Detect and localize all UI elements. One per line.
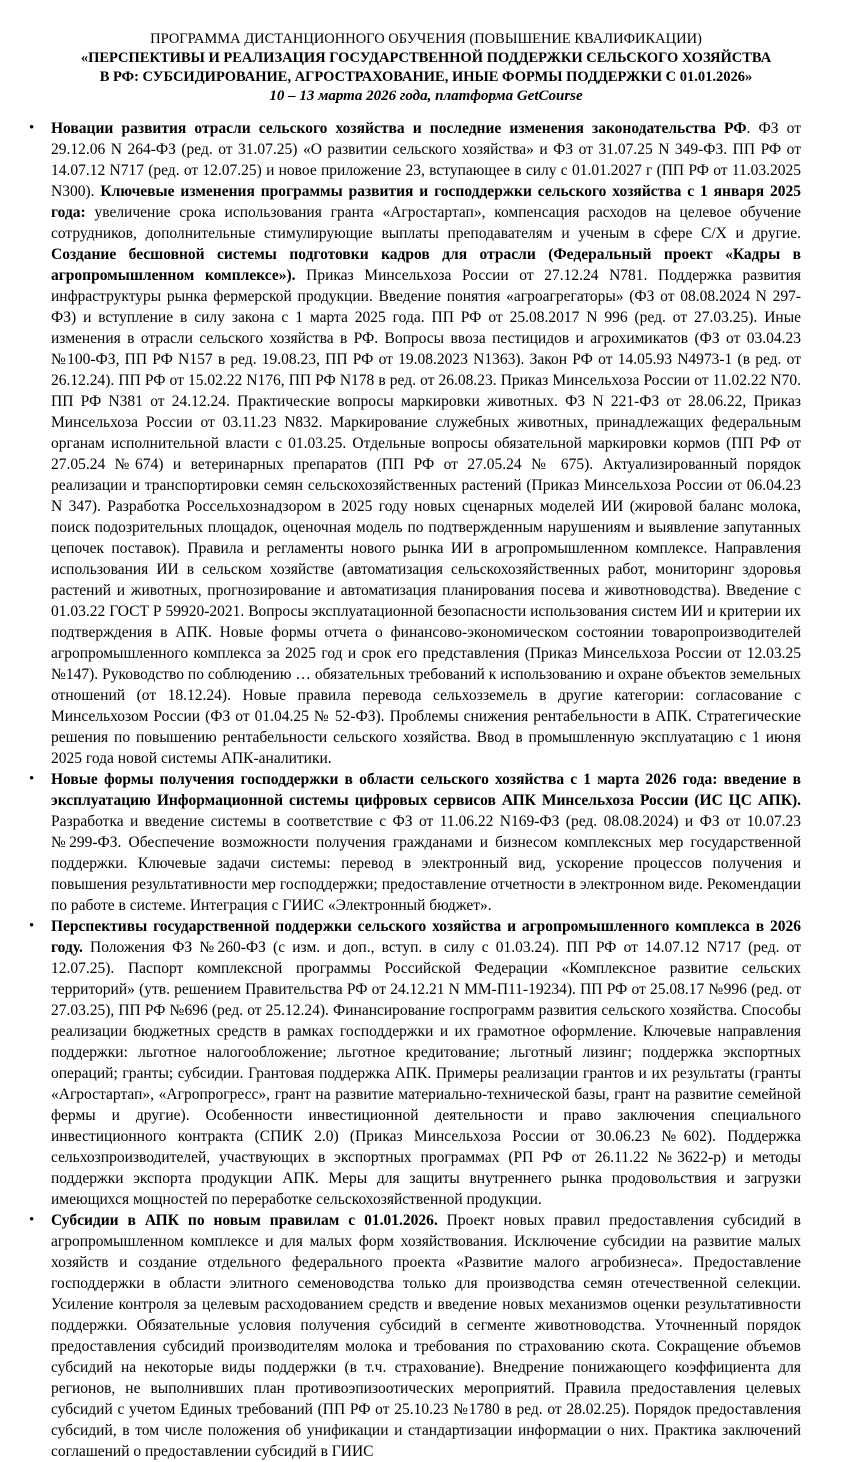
bullet-marker-icon: • <box>29 771 35 787</box>
bullet-body-text: Разработка и введение системы в соответствие с ФЗ от 11.06.22 N169-ФЗ (ред. 08.08.2024) и ФЗ от 10.07.23 №299-ФЗ. Обеспечение возможности получения гражданами и бизнесом комплексных мер государственной поддержки. Ключевые задачи системы: перевод в электронный вид, ускорение процессов получения и повышения результативности мер господдержки; предоставление отчетности в электронном виде. Рекомендации по работе в системе. Интеграция с ГИИС «Электронный бюджет». <box>51 813 801 914</box>
bullet-lead-bold-text: Новации развития отрасли сельского хозяйства и последние изменения законодательства РФ <box>51 120 747 137</box>
title-line-course-name-1: «ПЕРСПЕКТИВЫ И РЕАЛИЗАЦИЯ ГОСУДАРСТВЕННОЙ ПОДДЕРЖКИ СЕЛЬСКОГО ХОЗЯЙСТВА <box>80 50 772 66</box>
document-header <box>51 30 801 106</box>
bullet-lead-bold-text: Субсидии в АПК по новым правилам с 01.01.2026. <box>51 1212 438 1229</box>
bullet-lead-bold-text: Ключевые изменения программы развития и господдержки сельского хозяйства с 1 января 2025 года: <box>51 183 801 221</box>
bullet-lead-bold-text: Перспективы государственной поддержки сельского хозяйства и агропромышленного комплекса в 2026 году. <box>51 918 801 956</box>
bullet-lead-bold-text: Создание бесшовной системы подготовки кадров для отрасли (Федеральный проект «Кадры в агропромышленном комплексе»). <box>51 246 801 284</box>
bullet-item <box>29 769 801 916</box>
bullet-body-text: Приказ Минсельхоза России от 27.12.24 N781. Поддержка развития инфраструктуры рынка фермерской продукции. Введение понятия «агроагрегаторы» (ФЗ от 08.08.2024 N 297-ФЗ) и вступление в силу закона с 1 марта 2025 года. ПП РФ от 25.08.2017 N 996 (ред. от 27.03.25). Иные изменения в отрасли сельского хозяйства в РФ. Вопросы ввоза пестицидов и агрохимикатов (ФЗ от 03.04.23 №100-ФЗ, ПП РФ N157 в ред. 19.08.23, ПП РФ от 19.08.2023 N1363). Закон РФ от 14.05.93 N4973-1 (в ред. от 26.12.24). ПП РФ от 15.02.22 N176, ПП РФ N178 в ред. от 26.08.23. Приказ Минсельхоза России от 11.02.22 N70. ПП РФ N381 от 24.12.24. Практические вопросы маркировки животных. ФЗ N 221-ФЗ от 28.06.22, Приказ Минсельхоза России от 03.11.23 N832. Маркирование служебных животных, принадлежащих федеральным органам исполнительной власти с 01.03.25. Отдельные вопросы обязательной маркировки кормов (ПП РФ от 27.05.24 №674) и ветеринарных препаратов (ПП РФ от 27.05.24 № 675). Актуализированный порядок реализации и транспортировки семян сельскохозяйственных растений (Приказ Минсельхоза России от 06.04.23 N 347). Разработка Россельхознадзором в 2025 году новых сценарных моделей ИИ (жировой баланс молока, поиск подозрительных площадок, оценочная модель по подтвержденным нарушениям и выявление запутанных цепочек поставок). Правила и регламенты нового рынка ИИ в агропромышленном комплексе. Направления использования ИИ в сельском хозяйстве (автоматизация сельскохозяйственных работ, мониторинг здоровья растений и животных, прогнозирование и автоматизация планирования посева и животноводства). Введение с 01.03.22 ГОСТ Р 59920-2021. Вопросы эксплуатационной безопасности использования систем ИИ и критерии их подтверждения в АПК. Новые формы отчета о финансово-экономическом состоянии товаропроизводителей агропромышленного комплекса за 2025 год и срок его представления (Приказ Минсельхоза России от 12.03.25 №147). Руководство по соблюдению … обязательных требований к использованию и охране объектов земельных отношений (от 18.12.24). Новые правила перевода сельхозземель в другие категории: согласование с Минсельхозом России (ФЗ от 01.04.25 № 52-ФЗ). Проблемы снижения рентабельности в АПК. Стратегические решения по повышению рентабельности сельского хозяйства. Ввод в промышленную эксплуатацию с 1 июня 2025 года новой системы АПК-аналитики. <box>51 267 802 767</box>
title-line-course-name-2: В РФ: СУБСИДИРОВАНИЕ, АГРОСТРАХОВАНИЕ, ИНЫЕ ФОРМЫ ПОДДЕРЖКИ С 01.01.2026» <box>99 69 753 85</box>
bullet-item <box>29 118 802 769</box>
title-line-program: ПРОГРАММА ДИСТАНЦИОННОГО ОБУЧЕНИЯ (ПОВЫШЕНИЕ КВАЛИФИКАЦИИ) <box>150 31 702 47</box>
bullet-marker-icon: • <box>29 120 35 136</box>
bullet-item <box>29 916 801 1210</box>
bullet-body-text: Положения ФЗ №260-ФЗ (с изм. и доп., вступ. в силу с 01.03.24). ПП РФ от 14.07.12 N717 (ред. от 12.07.25). Паспорт комплексной программы Российской Федерации «Комплексное развитие сельских территорий» (утв. решением Правительства РФ от 24.12.21 N ММ-П11-19234). ПП РФ от 25.08.17 №996 (ред. от 27.03.25), ПП РФ №696 (ред. от 25.12.24). Финансирование госпрограмм развития сельского хозяйства. Способы реализации бюджетных средств в рамках господдержки и их грамотное оформление. Ключевые направления поддержки: льготное налогообложение; льготное кредитование; льготный лизинг; поддержка экспортных операций; гранты; субсидии. Грантовая поддержка АПК. Примеры реализации грантов и их результаты (гранты «Агростартап», «Агропрогресс», грант на развитие материально-технической базы, грант на развитие семейной фермы и другие). Особенности инвестиционной деятельности и право заключения специального инвестиционного контракта (СПИК 2.0) (Приказ Минсельхоза России от 30.06.23 №602). Поддержка сельхозпроизводителей, участвующих в экспортных программах (РП РФ от 26.11.22 №3622-р) и методы поддержки экспорта продукции АПК. Меры для защиты внутреннего рынка продовольствия и загрузки имеющихся мощностей по переработке сельскохозяйственной продукции. <box>51 939 801 1208</box>
title-line-dates-platform: 10 – 13 марта 2026 года, платформа GetCourse <box>269 88 583 104</box>
bullet-body-text: увеличение срока использования гранта «Агростартап», компенсация расходов на целевое обучение сотрудников, дополнительные стимулирующие выплаты преподавателям и ученым в сфере С/Х и другие. <box>51 204 801 242</box>
bullet-marker-icon: • <box>29 918 35 934</box>
bullet-item <box>29 1210 801 1462</box>
bullet-list <box>29 118 802 1462</box>
bullet-body-text: . ФЗ от 29.12.06 N 264-ФЗ (ред. от 31.07.25) «О развитии сельского хозяйства» и ФЗ от 31.07.25 N 349-ФЗ. ПП РФ от 14.07.12 N717 (ред. от 12.07.25) и новое приложение 23, вступающее в силу с 01.01.2027 г (ПП РФ от 11.03.2025 N300). <box>51 120 801 200</box>
bullet-marker-icon: • <box>29 1212 35 1228</box>
bullet-body-text: Проект новых правил предоставления субсидий в агропромышленном комплексе и для малых форм хозяйствования. Исключение субсидии на развитие малых хозяйств и создание отдельного федерального проекта «Развитие малого агробизнеса». Предоставление господдержки в области элитного семеноводства только для производства семян отечественной селекции. Усиление контроля за целевым расходованием средств и введение новых механизмов оценки результативности поддержки. Обязательные условия получения субсидий в сегменте животноводства. Уточненный порядок предоставления субсидий производителям молока и требования по страхованию скота. Сокращение объемов субсидий на некоторые виды поддержки (в т.ч. страхование). Внедрение понижающего коэффициента для регионов, не выполнивших план противоэпизоотических мероприятий. Правила предоставления целевых субсидий с учетом Единых требований (ПП РФ от 25.10.23 №1780 в ред. от 28.02.25). Порядок предоставления субсидий, в том числе положения об унификации и стандартизации информации о них. Практика заключений соглашений о предоставлении субсидий в ГИИС <box>51 1212 801 1460</box>
bullet-lead-bold-text: Новые формы получения господдержки в области сельского хозяйства с 1 марта 2026 года: введение в эксплуатацию Информационной системы цифровых сервисов АПК Минсельхоза России (ИС ЦС АПК). <box>51 771 801 809</box>
